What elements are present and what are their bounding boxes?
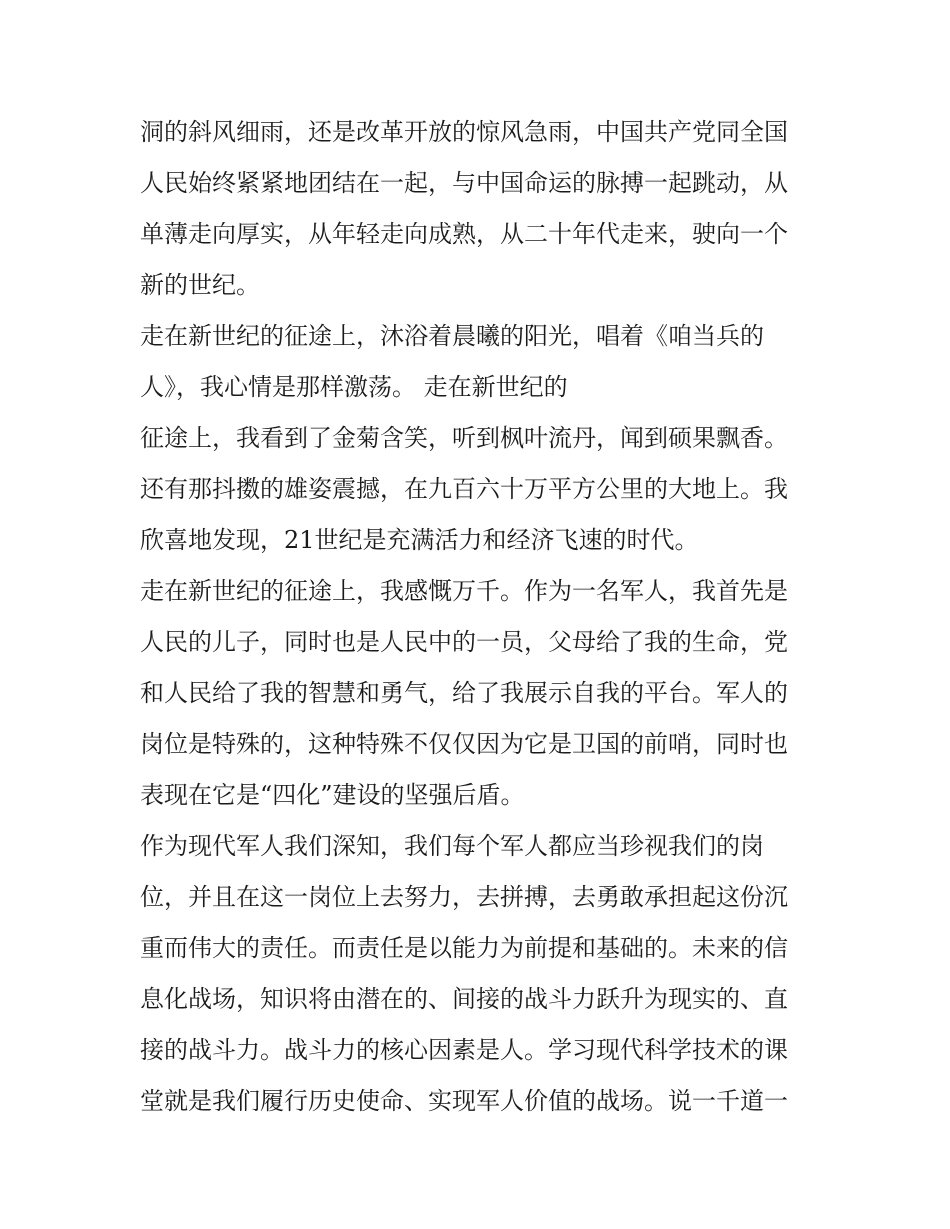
text-line: 作为现代军人我们深知，我们每个军人都应当珍视我们的岗 — [140, 832, 764, 860]
text-line: 新的世纪。 — [140, 271, 260, 299]
text-line: 还有那抖擞的雄姿震撼，在九百六十万平方公里的大地上。我 — [140, 475, 788, 503]
text-line: 走在新世纪的征途上，沐浴着晨曦的阳光，唱着《咱当兵的 — [140, 322, 764, 350]
text-line: 单薄走向厚实，从年轻走向成熟，从二十年代走来，驶向一个 — [140, 220, 788, 248]
text-line: 息化战场，知识将由潜在的、间接的战斗力跃升为现实的、直 — [140, 985, 788, 1013]
text-line: 岗位是特殊的，这种特殊不仅仅因为它是卫国的前哨，同时也 — [140, 730, 788, 758]
text-line: 重而伟大的责任。而责任是以能力为前提和基础的。未来的信 — [140, 934, 788, 962]
text-line: 接的战斗力。战斗力的核心因素是人。学习现代科学技术的课 — [140, 1036, 788, 1064]
text-line: 走在新世纪的征途上，我感慨万千。作为一名军人，我首先是 — [140, 577, 788, 605]
text-line: 位，并且在这一岗位上去努力，去拼搏，去勇敢承担起这份沉 — [140, 883, 788, 911]
text-line: 人民的儿子，同时也是人民中的一员，父母给了我的生命，党 — [140, 628, 788, 656]
text-line: 洞的斜风细雨，还是改革开放的惊风急雨，中国共产党同全国 — [140, 118, 788, 146]
text-line: 堂就是我们履行历史使命、实现军人价值的战场。说一千道一 — [140, 1087, 788, 1115]
text-line: 和人民给了我的智慧和勇气，给了我展示自我的平台。军人的 — [140, 679, 788, 707]
body-text — [140, 107, 820, 1127]
text-line: 征途上，我看到了金菊含笑，听到枫叶流丹，闻到硕果飘香。 — [140, 424, 788, 452]
text-line: 表现在它是“四化”建设的坚强后盾。 — [140, 781, 525, 809]
text-line: 人民始终紧紧地团结在一起，与中国命运的脉搏一起跳动，从 — [140, 169, 788, 197]
text-line: 人》，我心情是那样激荡。 走在新世纪的 — [140, 373, 568, 401]
text-line: 欣喜地发现，21世纪是充满活力和经济飞速的时代。 — [140, 526, 699, 554]
